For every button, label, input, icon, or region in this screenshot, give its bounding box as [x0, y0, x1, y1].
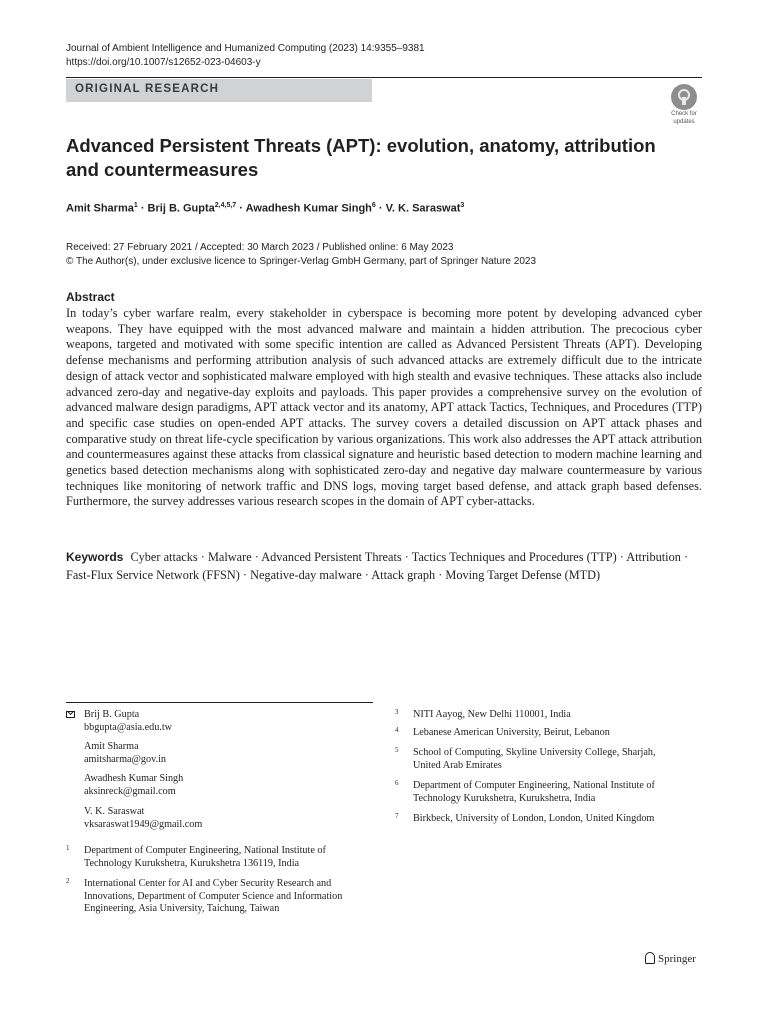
- affiliation-text: Department of Computer Engineering, National Institute of Technology Kurukshetra, Kurukshetra, India: [413, 780, 655, 804]
- publication-dates: [66, 241, 536, 269]
- author-separator: ·: [236, 202, 246, 215]
- contact-name: V. K. Saraswat: [84, 806, 145, 817]
- paper-title: Advanced Persistent Threats (APT): evolution, anatomy, attribution and countermeasures: [66, 135, 656, 180]
- check-updates-text-2: updates: [673, 119, 695, 125]
- correspondent-name: Brij B. Gupta: [84, 709, 140, 720]
- affiliation-number: 4: [395, 726, 399, 734]
- contact-email[interactable]: aksinreck@gmail.com: [84, 785, 176, 797]
- publisher-name: Springer: [658, 953, 696, 965]
- contact-email[interactable]: amitsharma@gov.in: [84, 753, 166, 765]
- affiliation-text: International Center for AI and Cyber Security Research and Innovations, Department of Computer Science and Information Engineering, Asia University, Taichung, Taiwan: [84, 878, 343, 915]
- envelope-icon: [66, 711, 75, 718]
- affiliation-number: 6: [395, 779, 399, 787]
- author-name[interactable]: Brij B. Gupta: [147, 202, 215, 215]
- affiliation-number: 5: [395, 746, 399, 754]
- affiliation-number: 1: [66, 844, 70, 852]
- affiliation-number: 3: [395, 708, 399, 716]
- abstract-text: In today’s cyber warfare realm, every stakeholder in cyberspace is becoming more potent by developing advanced cyber weapons. They have equipped with the most advanced malware and maintain a hidden attribution. The precocious cyber weapons, targeted and motivated with some specific intention are called as Advanced Persistent Threats (APT). Developing defense mechanisms and performing attribution analysis of such advanced attacks are extremely difficult due to the intricate design of attack vector and sophisticated malware employed with high stealth and evasive techniques. These attacks also include advanced zero-day and negative-day exploits and payloads. This paper provides a comprehensive survey on the evolution of advanced malware design paradigms, APT attack vector and its anatomy, APT attack Tactics, Techniques, and Procedures (TTP) and specific case studies on open-ended APT attacks. The survey covers a detailed discussion on APT attack phases and comparative study on threat life-cycle specification by various organizations. This work also addresses the APT attack attribution and countermeasures against these attacks from classical signature and heuristic based detection to modern machine learning and genetics based detection mechanisms along with sophisticated zero-day and negative day malware countermeasure by various techniques like monitoring of network traffic and DNS logs, moving target based defense, and attack graph based defenses. Furthermore, the survey addresses various research scopes in the domain of APT cyber-attacks.: [66, 306, 702, 509]
- journal-info: [66, 42, 425, 70]
- affiliation-text: Birkbeck, University of London, London, United Kingdom: [413, 813, 655, 824]
- contact-name: Amit Sharma: [84, 741, 139, 752]
- author-list: [66, 202, 464, 215]
- footnote-rule: [66, 702, 373, 703]
- author-affiliation: 6: [371, 202, 376, 209]
- author-name[interactable]: V. K. Saraswat: [385, 202, 461, 215]
- author-separator: ·: [137, 202, 148, 215]
- author-name[interactable]: Awadhesh Kumar Singh: [245, 202, 372, 215]
- author-affiliation: 1: [133, 202, 138, 209]
- affiliation-text: Department of Computer Engineering, National Institute of Technology Kurukshetra, Kurukshetra 136119, India: [84, 845, 326, 869]
- author-contact: [84, 741, 334, 766]
- author-affiliation: 2,4,5,7: [214, 202, 237, 209]
- affiliation-text: Lebanese American University, Beirut, Lebanon: [413, 727, 610, 738]
- author-contact: [84, 773, 334, 798]
- doi-link[interactable]: https://doi.org/10.1007/s12652-023-04603-y: [66, 57, 261, 68]
- author-separator: ·: [375, 202, 386, 215]
- check-updates-icon: [671, 84, 697, 110]
- header-rule: [66, 77, 702, 78]
- copyright-line: © The Author(s), under exclusive licence to Springer-Verlag GmbH Germany, part of Springer Nature 2023: [66, 256, 536, 267]
- check-updates-text-1: Check for: [671, 111, 697, 117]
- publisher-logo: [645, 952, 696, 965]
- affiliation-text: NITI Aayog, New Delhi 110001, India: [413, 709, 571, 720]
- contact-email[interactable]: vksaraswat1949@gmail.com: [84, 818, 203, 830]
- keywords-label: Keywords: [66, 550, 124, 564]
- article-type-label: ORIGINAL RESEARCH: [75, 83, 220, 95]
- correspondent-email[interactable]: bbgupta@asia.edu.tw: [84, 721, 173, 733]
- article-type-bar: [66, 79, 372, 102]
- check-for-updates-button[interactable]: [665, 84, 703, 124]
- springer-horse-icon: [645, 952, 655, 964]
- author-affiliation: 3: [460, 202, 465, 209]
- history-dates: Received: 27 February 2021 / Accepted: 30 March 2023 / Published online: 6 May 2023: [66, 242, 454, 253]
- keywords-block: [66, 548, 702, 584]
- contact-name: Awadhesh Kumar Singh: [84, 773, 184, 784]
- affiliation-text: School of Computing, Skyline University College, Sharjah, United Arab Emirates: [413, 747, 656, 771]
- affiliation-number: 7: [395, 812, 399, 820]
- corresponding-author: [84, 709, 334, 734]
- keywords-list: Cyber attacks · Malware · Advanced Persistent Threats · Tactics Techniques and Procedures (TTP) · Attribution · Fast-Flux Service Network (FFSN) · Negative-day malware · Attack graph · Moving Target Defense (MTD): [66, 550, 689, 582]
- author-name[interactable]: Amit Sharma: [66, 202, 134, 215]
- author-contact: [84, 806, 334, 831]
- affiliation-number: 2: [66, 877, 70, 885]
- abstract-heading: Abstract: [66, 290, 115, 304]
- journal-citation: Journal of Ambient Intelligence and Humanized Computing (2023) 14:9355–9381: [66, 43, 425, 54]
